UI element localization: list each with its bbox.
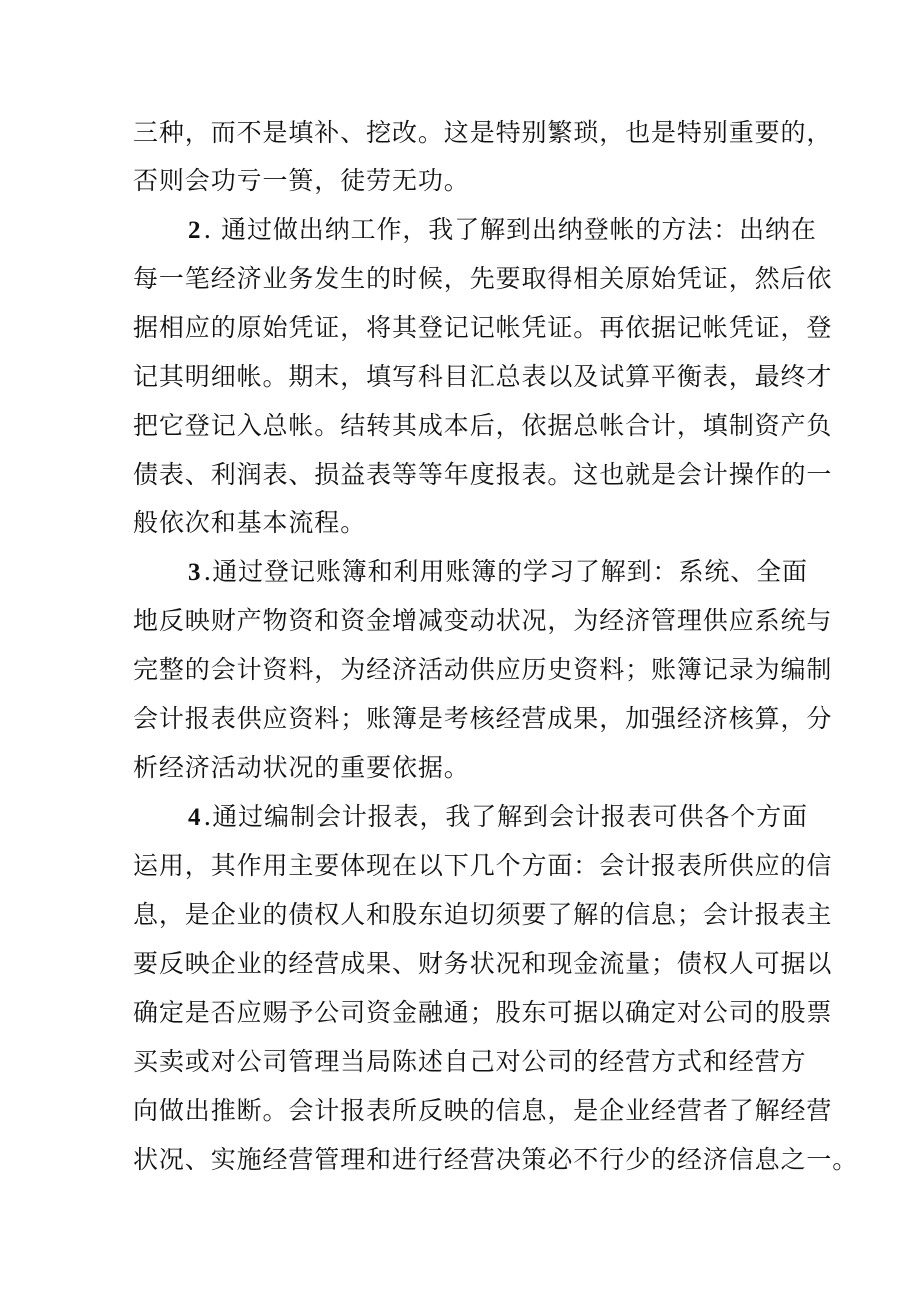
text-line	[133, 305, 833, 351]
text-line	[133, 696, 833, 742]
text-line	[133, 256, 833, 302]
line-text: 确定是否应赐予公司资金融通；股东可据以确定对公司的股票	[133, 998, 833, 1027]
text-line	[133, 1088, 833, 1134]
text-line	[133, 941, 833, 987]
line-text: . 通过做出纳工作，我了解到出纳登帐的方法：出纳在	[203, 215, 817, 244]
text-line	[133, 598, 833, 644]
text-line	[133, 647, 833, 693]
text-line	[133, 158, 813, 204]
paragraph-number: 4	[188, 804, 202, 831]
text-line	[133, 452, 833, 498]
line-text: 息，是企业的债权人和股东迫切须要了解的信息；会计报表主	[133, 900, 833, 929]
paragraph-4-first-line	[188, 794, 868, 840]
text-line	[133, 110, 833, 156]
line-text: 把它登记入总帐。结转其成本后，依据总帐合计，填制资产负	[133, 411, 833, 440]
text-line	[133, 892, 833, 938]
text-line	[133, 403, 833, 449]
line-text: 析经济活动状况的重要依据。	[133, 753, 470, 782]
line-text: 记其明细帐。期末，填写科目汇总表以及试算平衡表，最终才	[133, 362, 833, 391]
line-text: 运用，其作用主要体现在以下几个方面：会计报表所供应的信	[133, 851, 833, 880]
paragraph-number: 3	[188, 559, 202, 586]
line-text: 地反映财产物资和资金增减变动状况，为经济管理供应系统与	[133, 606, 833, 635]
text-line	[133, 354, 833, 400]
line-text: 三种，而不是填补、挖改。这是特别繁琐，也是特别重要的，	[133, 118, 833, 147]
line-text: 向做出推断。会计报表所反映的信息，是企业经营者了解经营	[133, 1096, 833, 1125]
line-text: 完整的会计资料，为经济活动供应历史资料；账簿记录为编制	[133, 655, 833, 684]
paragraph-number: 2	[188, 217, 202, 244]
line-text: .通过编制会计报表，我了解到会计报表可供各个方面	[203, 802, 808, 831]
text-line	[133, 1039, 813, 1085]
text-line	[133, 990, 833, 1036]
line-text: 般依次和基本流程。	[133, 508, 367, 537]
text-line	[133, 843, 833, 889]
paragraph-2-first-line	[188, 207, 868, 253]
line-text: 债表、利润表、损益表等等年度报表。这也就是会计操作的一	[133, 460, 833, 489]
line-text: 要反映企业的经营成果、财务状况和现金流量；债权人可据以	[133, 949, 833, 978]
line-text: 状况、实施经营管理和进行经营决策必不行少的经济信息之一。	[133, 1145, 859, 1174]
line-text: 否则会功亏一篑，徒劳无功。	[133, 166, 470, 195]
line-text: 买卖或对公司管理当局陈述自己对公司的经营方式和经营方	[133, 1047, 807, 1076]
text-line	[133, 745, 813, 791]
text-line	[133, 500, 813, 546]
paragraph-3-first-line	[188, 549, 868, 595]
line-text: .通过登记账簿和利用账簿的学习了解到：系统、全面	[203, 557, 808, 586]
line-text: 每一笔经济业务发生的时候，先要取得相关原始凭证，然后依	[133, 264, 833, 293]
text-line	[133, 1137, 859, 1183]
line-text: 据相应的原始凭证，将其登记记帐凭证。再依据记帐凭证，登	[133, 313, 833, 342]
line-text: 会计报表供应资料；账簿是考核经营成果，加强经济核算，分	[133, 704, 833, 733]
